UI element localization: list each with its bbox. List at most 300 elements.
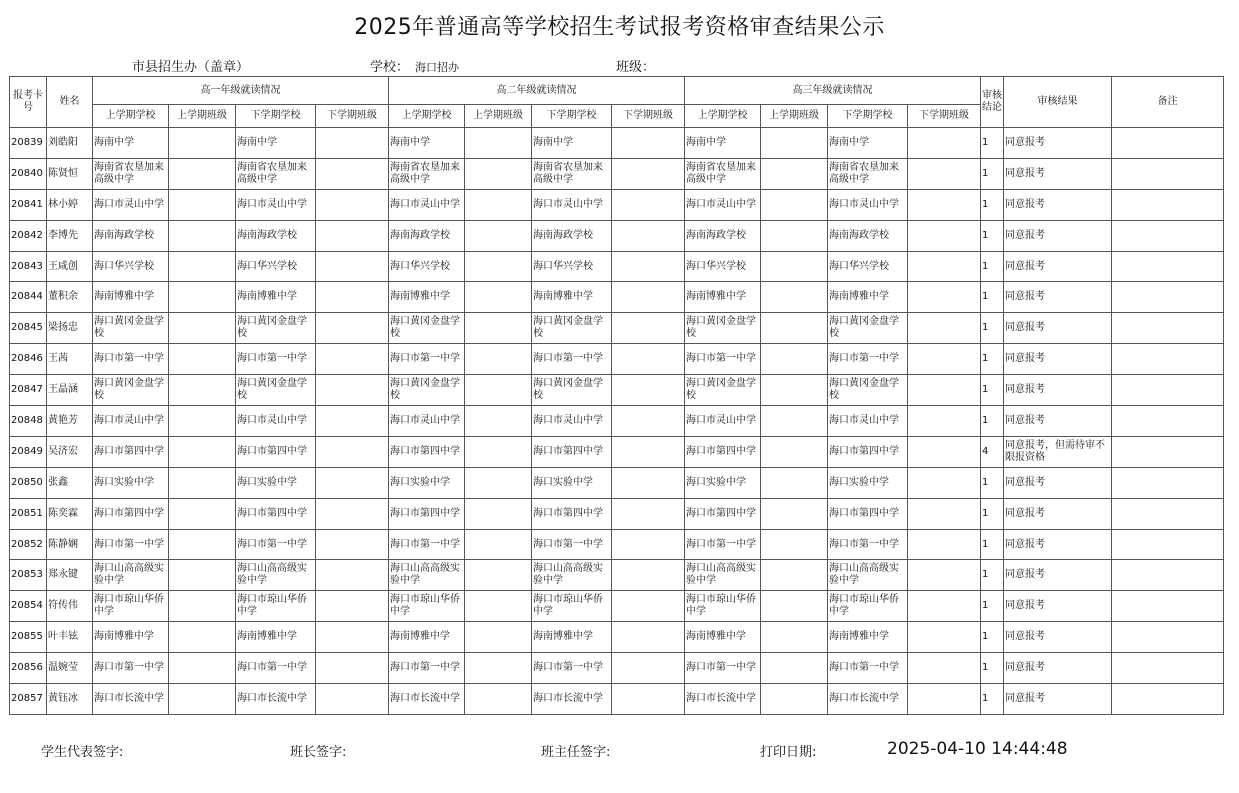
school-cell: 海口华兴学校 bbox=[93, 251, 169, 282]
school-cell: 海口实验中学 bbox=[93, 467, 169, 498]
table-row bbox=[10, 251, 1224, 282]
school-cell: 海口市灵山中学 bbox=[532, 189, 612, 220]
school-cell: 海口市灵山中学 bbox=[828, 189, 908, 220]
name-cell: 王咸创 bbox=[47, 251, 93, 282]
name-cell: 温婉莹 bbox=[47, 653, 93, 684]
class-cell bbox=[908, 653, 981, 684]
card-no-cell: 20854 bbox=[10, 591, 47, 622]
result-cell: 同意报考 bbox=[1004, 128, 1112, 159]
school-cell: 海口市灵山中学 bbox=[236, 189, 316, 220]
card-no-cell: 20851 bbox=[10, 498, 47, 529]
result-cell: 同意报考 bbox=[1004, 591, 1112, 622]
subheader-lower-class: 下学期班级 bbox=[316, 105, 389, 128]
school-cell: 海口市第一中学 bbox=[236, 653, 316, 684]
class-cell bbox=[316, 344, 389, 375]
page-title: 2025年普通高等学校招生考试报考资格审查结果公示 bbox=[354, 15, 885, 40]
subheader-upper-class: 上学期班级 bbox=[761, 105, 828, 128]
subheader-lower-class: 下学期班级 bbox=[908, 105, 981, 128]
class-cell bbox=[465, 189, 532, 220]
school-cell: 海口市长流中学 bbox=[389, 684, 465, 715]
school-cell: 海南博雅中学 bbox=[828, 282, 908, 313]
school-cell: 海口华兴学校 bbox=[532, 251, 612, 282]
conclusion-cell: 1 bbox=[981, 220, 1004, 251]
school-cell: 海口市第四中学 bbox=[532, 436, 612, 467]
school-cell: 海南海政学校 bbox=[389, 220, 465, 251]
name-cell: 林小婷 bbox=[47, 189, 93, 220]
school-cell: 海南中学 bbox=[532, 128, 612, 159]
result-cell: 同意报考 bbox=[1004, 282, 1112, 313]
card-no-cell: 20842 bbox=[10, 220, 47, 251]
class-cell bbox=[316, 622, 389, 653]
class-cell bbox=[612, 591, 685, 622]
school-cell: 海南省农垦加来高级中学 bbox=[389, 158, 465, 189]
class-cell bbox=[465, 406, 532, 437]
school-cell: 海口市第一中学 bbox=[828, 344, 908, 375]
class-cell bbox=[465, 622, 532, 653]
result-cell: 同意报考 bbox=[1004, 653, 1112, 684]
school-cell: 海南博雅中学 bbox=[532, 622, 612, 653]
class-cell bbox=[169, 436, 236, 467]
name-cell: 王晶涵 bbox=[47, 375, 93, 406]
remark-cell bbox=[1112, 282, 1224, 313]
school-cell: 海口山高高级实验中学 bbox=[685, 560, 761, 591]
result-cell: 同意报考 bbox=[1004, 251, 1112, 282]
school-cell: 海口市灵山中学 bbox=[532, 406, 612, 437]
school-cell: 海口华兴学校 bbox=[685, 251, 761, 282]
name-cell: 符传伟 bbox=[47, 591, 93, 622]
school-cell: 海口黄冈金盘学校 bbox=[828, 375, 908, 406]
school-cell: 海南中学 bbox=[685, 128, 761, 159]
school-cell: 海口实验中学 bbox=[236, 467, 316, 498]
school-cell: 海南省农垦加来高级中学 bbox=[236, 158, 316, 189]
card-no-cell: 20849 bbox=[10, 436, 47, 467]
name-cell: 黄钰冰 bbox=[47, 684, 93, 715]
school-cell: 海口市第四中学 bbox=[236, 436, 316, 467]
school-cell: 海口市灵山中学 bbox=[93, 189, 169, 220]
review-table bbox=[9, 76, 1224, 715]
class-cell bbox=[612, 189, 685, 220]
school-cell: 海口市第四中学 bbox=[532, 498, 612, 529]
school-cell: 海口华兴学校 bbox=[389, 251, 465, 282]
class-cell bbox=[316, 529, 389, 560]
result-cell: 同意报考 bbox=[1004, 344, 1112, 375]
class-cell bbox=[169, 684, 236, 715]
table-row bbox=[10, 467, 1224, 498]
school-cell: 海口市第一中学 bbox=[93, 529, 169, 560]
school-cell: 海南省农垦加来高级中学 bbox=[685, 158, 761, 189]
class-cell bbox=[761, 406, 828, 437]
class-cell bbox=[612, 128, 685, 159]
school-cell: 海口市第一中学 bbox=[685, 344, 761, 375]
remark-cell bbox=[1112, 189, 1224, 220]
school-cell: 海南博雅中学 bbox=[532, 282, 612, 313]
class-cell bbox=[612, 684, 685, 715]
class-cell bbox=[169, 591, 236, 622]
name-cell: 叶丰铉 bbox=[47, 622, 93, 653]
school-cell: 海口山高高级实验中学 bbox=[828, 560, 908, 591]
school-cell: 海南中学 bbox=[236, 128, 316, 159]
conclusion-cell: 1 bbox=[981, 344, 1004, 375]
class-cell bbox=[465, 560, 532, 591]
remark-cell bbox=[1112, 344, 1224, 375]
class-cell bbox=[316, 684, 389, 715]
conclusion-cell: 1 bbox=[981, 467, 1004, 498]
school-cell: 海口市长流中学 bbox=[532, 684, 612, 715]
school-cell: 海口黄冈金盘学校 bbox=[236, 313, 316, 344]
subheader-upper-class: 上学期班级 bbox=[169, 105, 236, 128]
table-row bbox=[10, 313, 1224, 344]
school-cell: 海口市琼山华侨中学 bbox=[532, 591, 612, 622]
school-cell: 海口市第一中学 bbox=[236, 529, 316, 560]
card-no-cell: 20850 bbox=[10, 467, 47, 498]
class-cell bbox=[908, 220, 981, 251]
card-no-cell: 20852 bbox=[10, 529, 47, 560]
subheader-lower-school: 下学期学校 bbox=[828, 105, 908, 128]
conclusion-cell: 1 bbox=[981, 375, 1004, 406]
class-cell bbox=[612, 406, 685, 437]
class-cell bbox=[316, 498, 389, 529]
remark-cell bbox=[1112, 498, 1224, 529]
subheader-upper-school: 上学期学校 bbox=[685, 105, 761, 128]
school-label: 学校： bbox=[370, 60, 410, 75]
remark-cell bbox=[1112, 313, 1224, 344]
class-cell bbox=[908, 313, 981, 344]
class-cell bbox=[465, 529, 532, 560]
remark-cell bbox=[1112, 406, 1224, 437]
card-no-cell: 20857 bbox=[10, 684, 47, 715]
school-cell: 海口实验中学 bbox=[532, 467, 612, 498]
school-cell: 海南海政学校 bbox=[236, 220, 316, 251]
class-cell bbox=[761, 622, 828, 653]
school-cell: 海南省农垦加来高级中学 bbox=[828, 158, 908, 189]
school-cell: 海口山高高级实验中学 bbox=[389, 560, 465, 591]
class-cell bbox=[908, 467, 981, 498]
remark-cell bbox=[1112, 436, 1224, 467]
school-cell: 海口市琼山华侨中学 bbox=[389, 591, 465, 622]
school-cell: 海口市第四中学 bbox=[93, 436, 169, 467]
conclusion-cell: 1 bbox=[981, 684, 1004, 715]
class-cell bbox=[612, 313, 685, 344]
class-cell bbox=[465, 375, 532, 406]
result-cell: 同意报考，但需待审不限报资格 bbox=[1004, 436, 1112, 467]
class-cell bbox=[612, 220, 685, 251]
class-cell bbox=[465, 591, 532, 622]
conclusion-cell: 1 bbox=[981, 653, 1004, 684]
remark-cell bbox=[1112, 591, 1224, 622]
class-cell bbox=[612, 622, 685, 653]
card-no-cell: 20841 bbox=[10, 189, 47, 220]
conclusion-cell: 1 bbox=[981, 158, 1004, 189]
school-cell: 海南省农垦加来高级中学 bbox=[93, 158, 169, 189]
result-cell: 同意报考 bbox=[1004, 529, 1112, 560]
school-cell: 海南博雅中学 bbox=[685, 622, 761, 653]
result-cell: 同意报考 bbox=[1004, 498, 1112, 529]
school-cell: 海口黄冈金盘学校 bbox=[828, 313, 908, 344]
school-cell: 海口实验中学 bbox=[685, 467, 761, 498]
header-result: 审核结果 bbox=[1004, 77, 1112, 128]
header-grade2: 高二年级就读情况 bbox=[389, 77, 685, 105]
school-cell: 海口市灵山中学 bbox=[389, 189, 465, 220]
class-cell bbox=[316, 591, 389, 622]
class-cell bbox=[316, 282, 389, 313]
school-cell: 海口市长流中学 bbox=[93, 684, 169, 715]
school-cell: 海南博雅中学 bbox=[236, 622, 316, 653]
class-cell bbox=[761, 498, 828, 529]
class-cell bbox=[465, 498, 532, 529]
card-no-cell: 20856 bbox=[10, 653, 47, 684]
school-cell: 海口市第一中学 bbox=[685, 529, 761, 560]
class-cell bbox=[761, 220, 828, 251]
school-cell: 海口市长流中学 bbox=[828, 684, 908, 715]
class-cell bbox=[908, 622, 981, 653]
subheader-upper-school: 上学期学校 bbox=[93, 105, 169, 128]
table-row bbox=[10, 220, 1224, 251]
school-cell: 海南中学 bbox=[389, 128, 465, 159]
class-cell bbox=[612, 560, 685, 591]
class-cell bbox=[761, 158, 828, 189]
header-remark: 备注 bbox=[1112, 77, 1224, 128]
school-cell: 海口市第一中学 bbox=[389, 653, 465, 684]
table-row bbox=[10, 622, 1224, 653]
school-cell: 海南中学 bbox=[828, 128, 908, 159]
table-row bbox=[10, 375, 1224, 406]
name-cell: 王茜 bbox=[47, 344, 93, 375]
class-cell bbox=[465, 313, 532, 344]
school-cell: 海南博雅中学 bbox=[389, 282, 465, 313]
class-cell bbox=[761, 653, 828, 684]
card-no-cell: 20846 bbox=[10, 344, 47, 375]
class-cell bbox=[169, 189, 236, 220]
class-cell bbox=[761, 436, 828, 467]
class-cell bbox=[316, 158, 389, 189]
school-cell: 海南博雅中学 bbox=[389, 622, 465, 653]
class-cell bbox=[612, 251, 685, 282]
subheader-lower-class: 下学期班级 bbox=[612, 105, 685, 128]
class-cell bbox=[761, 560, 828, 591]
school-cell: 海口华兴学校 bbox=[828, 251, 908, 282]
school-cell: 海口市第四中学 bbox=[236, 498, 316, 529]
result-cell: 同意报考 bbox=[1004, 467, 1112, 498]
school-cell: 海口黄冈金盘学校 bbox=[532, 313, 612, 344]
header-name: 姓名 bbox=[47, 77, 93, 128]
class-cell bbox=[465, 436, 532, 467]
class-cell bbox=[316, 128, 389, 159]
class-cell bbox=[761, 251, 828, 282]
header-card-no: 报考卡号 bbox=[10, 77, 47, 128]
school-cell: 海南海政学校 bbox=[532, 220, 612, 251]
class-cell bbox=[761, 684, 828, 715]
class-cell bbox=[908, 591, 981, 622]
class-cell bbox=[316, 313, 389, 344]
class-cell bbox=[169, 344, 236, 375]
class-cell bbox=[761, 128, 828, 159]
remark-cell bbox=[1112, 653, 1224, 684]
school-cell: 海口市灵山中学 bbox=[93, 406, 169, 437]
class-cell bbox=[612, 375, 685, 406]
name-cell: 董积余 bbox=[47, 282, 93, 313]
class-cell bbox=[908, 128, 981, 159]
class-cell bbox=[612, 498, 685, 529]
school-cell: 海口市第一中学 bbox=[532, 529, 612, 560]
class-cell bbox=[908, 282, 981, 313]
result-cell: 同意报考 bbox=[1004, 220, 1112, 251]
table-row bbox=[10, 189, 1224, 220]
school-cell: 海口市第一中学 bbox=[93, 344, 169, 375]
class-cell bbox=[465, 128, 532, 159]
school-cell: 海口实验中学 bbox=[828, 467, 908, 498]
card-no-cell: 20845 bbox=[10, 313, 47, 344]
class-cell bbox=[612, 158, 685, 189]
school-cell: 海口黄冈金盘学校 bbox=[532, 375, 612, 406]
school-cell: 海口市第四中学 bbox=[389, 498, 465, 529]
class-cell bbox=[316, 560, 389, 591]
card-no-cell: 20855 bbox=[10, 622, 47, 653]
name-cell: 陈静娴 bbox=[47, 529, 93, 560]
school-cell: 海南海政学校 bbox=[828, 220, 908, 251]
monitor-signature: 班长签字: bbox=[290, 745, 347, 760]
class-cell bbox=[761, 467, 828, 498]
class-cell bbox=[908, 529, 981, 560]
school-cell: 海口市灵山中学 bbox=[828, 406, 908, 437]
class-cell bbox=[908, 498, 981, 529]
class-cell bbox=[908, 560, 981, 591]
class-cell bbox=[761, 189, 828, 220]
class-cell bbox=[761, 591, 828, 622]
class-cell bbox=[761, 313, 828, 344]
class-cell bbox=[169, 560, 236, 591]
name-cell: 陈奕霖 bbox=[47, 498, 93, 529]
result-cell: 同意报考 bbox=[1004, 158, 1112, 189]
remark-cell bbox=[1112, 375, 1224, 406]
school-cell: 海南博雅中学 bbox=[685, 282, 761, 313]
remark-cell bbox=[1112, 529, 1224, 560]
school-cell: 海口市长流中学 bbox=[685, 684, 761, 715]
school-cell: 海口黄冈金盘学校 bbox=[685, 375, 761, 406]
card-no-cell: 20839 bbox=[10, 128, 47, 159]
class-cell bbox=[908, 406, 981, 437]
class-cell bbox=[465, 282, 532, 313]
remark-cell bbox=[1112, 220, 1224, 251]
school-cell: 海南博雅中学 bbox=[93, 622, 169, 653]
school-cell: 海口市第四中学 bbox=[93, 498, 169, 529]
conclusion-cell: 1 bbox=[981, 251, 1004, 282]
result-cell: 同意报考 bbox=[1004, 313, 1112, 344]
school-cell: 海口市第四中学 bbox=[828, 436, 908, 467]
conclusion-cell: 1 bbox=[981, 622, 1004, 653]
class-cell bbox=[465, 684, 532, 715]
remark-cell bbox=[1112, 158, 1224, 189]
card-no-cell: 20843 bbox=[10, 251, 47, 282]
school-cell: 海口黄冈金盘学校 bbox=[389, 313, 465, 344]
class-cell bbox=[169, 653, 236, 684]
card-no-cell: 20847 bbox=[10, 375, 47, 406]
name-cell: 郑永键 bbox=[47, 560, 93, 591]
school-cell: 海口黄冈金盘学校 bbox=[236, 375, 316, 406]
class-cell bbox=[908, 684, 981, 715]
school-cell: 海口市第四中学 bbox=[685, 436, 761, 467]
school-cell: 海南省农垦加来高级中学 bbox=[532, 158, 612, 189]
conclusion-cell: 1 bbox=[981, 560, 1004, 591]
header-grade1: 高一年级就读情况 bbox=[93, 77, 389, 105]
school-cell: 海口市第一中学 bbox=[389, 344, 465, 375]
school-cell: 海口华兴学校 bbox=[236, 251, 316, 282]
school-cell: 海南海政学校 bbox=[93, 220, 169, 251]
remark-cell bbox=[1112, 128, 1224, 159]
class-cell bbox=[169, 128, 236, 159]
school-cell: 海口市长流中学 bbox=[236, 684, 316, 715]
class-cell bbox=[908, 436, 981, 467]
school-cell: 海口市第一中学 bbox=[828, 529, 908, 560]
class-cell bbox=[612, 653, 685, 684]
class-cell bbox=[316, 653, 389, 684]
conclusion-cell: 1 bbox=[981, 282, 1004, 313]
class-cell bbox=[316, 220, 389, 251]
class-cell bbox=[761, 282, 828, 313]
school-cell: 海口市灵山中学 bbox=[236, 406, 316, 437]
class-cell bbox=[169, 622, 236, 653]
class-cell bbox=[169, 406, 236, 437]
school-cell: 海口市灵山中学 bbox=[389, 406, 465, 437]
school-cell: 海口黄冈金盘学校 bbox=[685, 313, 761, 344]
table-row bbox=[10, 282, 1224, 313]
card-no-cell: 20853 bbox=[10, 560, 47, 591]
class-cell bbox=[612, 529, 685, 560]
conclusion-cell: 1 bbox=[981, 128, 1004, 159]
school-cell: 海口山高高级实验中学 bbox=[93, 560, 169, 591]
class-cell bbox=[169, 251, 236, 282]
result-cell: 同意报考 bbox=[1004, 189, 1112, 220]
class-cell bbox=[169, 158, 236, 189]
class-cell bbox=[908, 375, 981, 406]
header-grade3: 高三年级就读情况 bbox=[685, 77, 981, 105]
class-cell bbox=[169, 375, 236, 406]
class-cell bbox=[169, 220, 236, 251]
name-cell: 李博先 bbox=[47, 220, 93, 251]
class-cell bbox=[612, 467, 685, 498]
table-row bbox=[10, 406, 1224, 437]
class-cell bbox=[761, 344, 828, 375]
name-cell: 吴济宏 bbox=[47, 436, 93, 467]
table-row bbox=[10, 436, 1224, 467]
subheader-lower-school: 下学期学校 bbox=[532, 105, 612, 128]
conclusion-cell: 1 bbox=[981, 189, 1004, 220]
class-cell bbox=[169, 529, 236, 560]
name-cell: 梁扬忠 bbox=[47, 313, 93, 344]
class-cell bbox=[316, 189, 389, 220]
school-field bbox=[370, 56, 459, 75]
class-cell bbox=[761, 375, 828, 406]
header-conclusion: 审核结论 bbox=[981, 77, 1004, 128]
school-cell: 海口市第四中学 bbox=[828, 498, 908, 529]
card-no-cell: 20844 bbox=[10, 282, 47, 313]
school-cell: 海口市第一中学 bbox=[532, 653, 612, 684]
school-cell: 海口市琼山华侨中学 bbox=[93, 591, 169, 622]
table-row bbox=[10, 344, 1224, 375]
school-cell: 海南博雅中学 bbox=[93, 282, 169, 313]
table-row bbox=[10, 591, 1224, 622]
class-cell bbox=[316, 375, 389, 406]
class-cell bbox=[316, 436, 389, 467]
conclusion-cell: 1 bbox=[981, 529, 1004, 560]
conclusion-cell: 4 bbox=[981, 436, 1004, 467]
teacher-signature: 班主任签字: bbox=[541, 745, 611, 760]
school-cell: 海口市第一中学 bbox=[532, 344, 612, 375]
class-cell bbox=[908, 189, 981, 220]
conclusion-cell: 1 bbox=[981, 591, 1004, 622]
class-cell bbox=[169, 498, 236, 529]
school-cell: 海口市第四中学 bbox=[389, 436, 465, 467]
result-cell: 同意报考 bbox=[1004, 406, 1112, 437]
